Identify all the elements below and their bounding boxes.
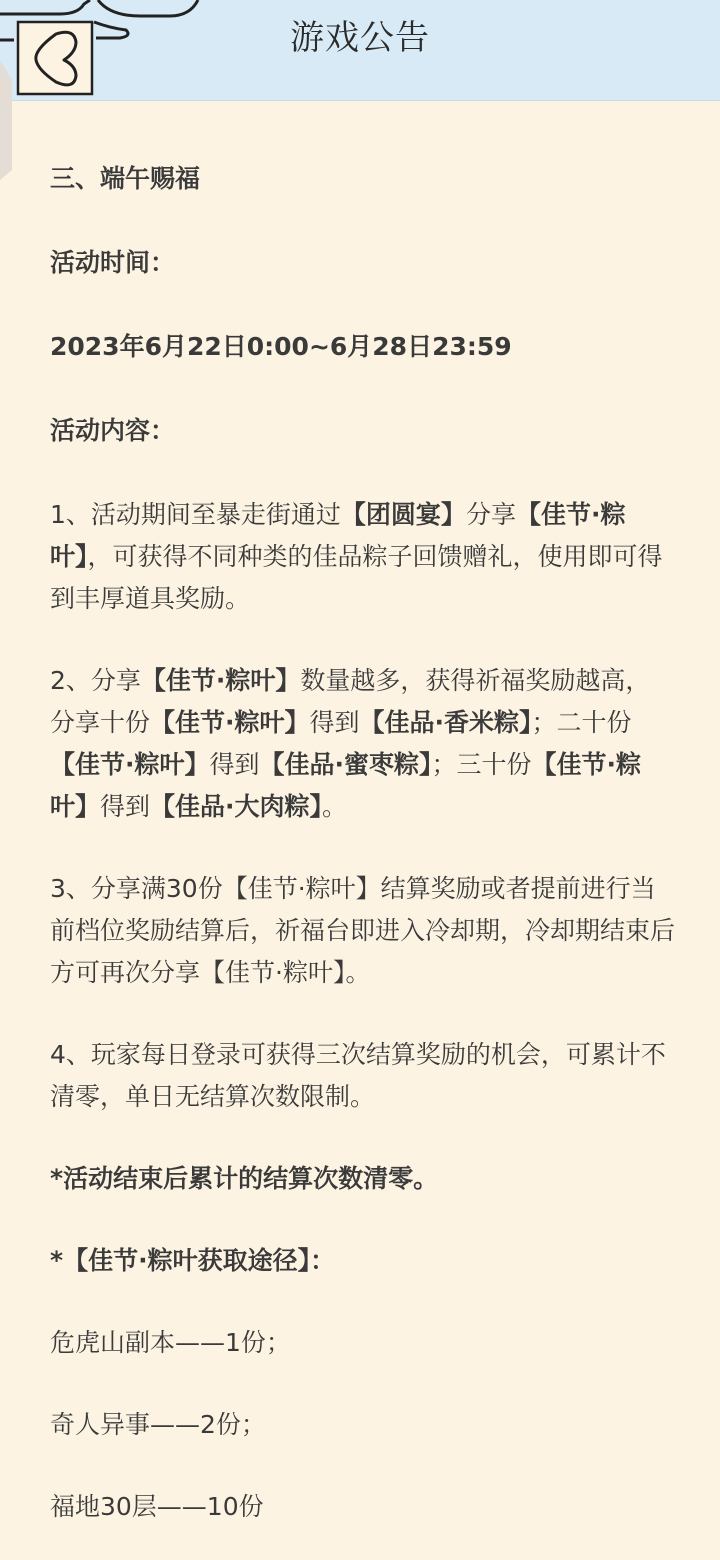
notice-content [50,158,675,1528]
source-item: 危虎山副本——1份； [50,1328,291,1357]
content-label: 活动内容： [50,416,176,445]
rule-item-1: 1、活动期间至暴走街通过【团圆宴】分享【佳节·粽叶】，可获得不同种类的佳品粽子回馈赠礼，使用即可得到丰厚道具奖励。 [50,500,663,613]
time-value: 2023年6月22日0:00~6月28日23:59 [50,332,512,361]
page-title: 游戏公告 [290,18,430,58]
side-decoration [0,60,14,180]
note-reset: *活动结束后累计的结算次数清零。 [50,1164,439,1193]
source-item: 福地30层——10份 [50,1492,264,1521]
app-header [0,0,720,101]
rule-item-2: 2、分享【佳节·粽叶】数量越多，获得祈福奖励越高，分享十份【佳节·粽叶】得到【佳品·香米粽】；二十份【佳节·粽叶】得到【佳品·蜜枣粽】；三十份【佳节·粽叶】得到【佳品·大肉粽】。 [50,666,651,821]
rule-item-3: 3、分享满30份【佳节·粽叶】结算奖励或者提前进行当前档位奖励结算后，祈福台即进入冷却期，冷却期结束后方可再次分享【佳节·粽叶】。 [50,874,676,987]
note-sources-title: *【佳节·粽叶获取途径】： [50,1246,336,1275]
rule-item-4: 4、玩家每日登录可获得三次结算奖励的机会，可累计不清零，单日无结算次数限制。 [50,1040,666,1111]
source-item: 奇人异事——2份； [50,1410,266,1439]
section-title: 三、端午赐福 [50,164,201,193]
time-label: 活动时间： [50,248,176,277]
